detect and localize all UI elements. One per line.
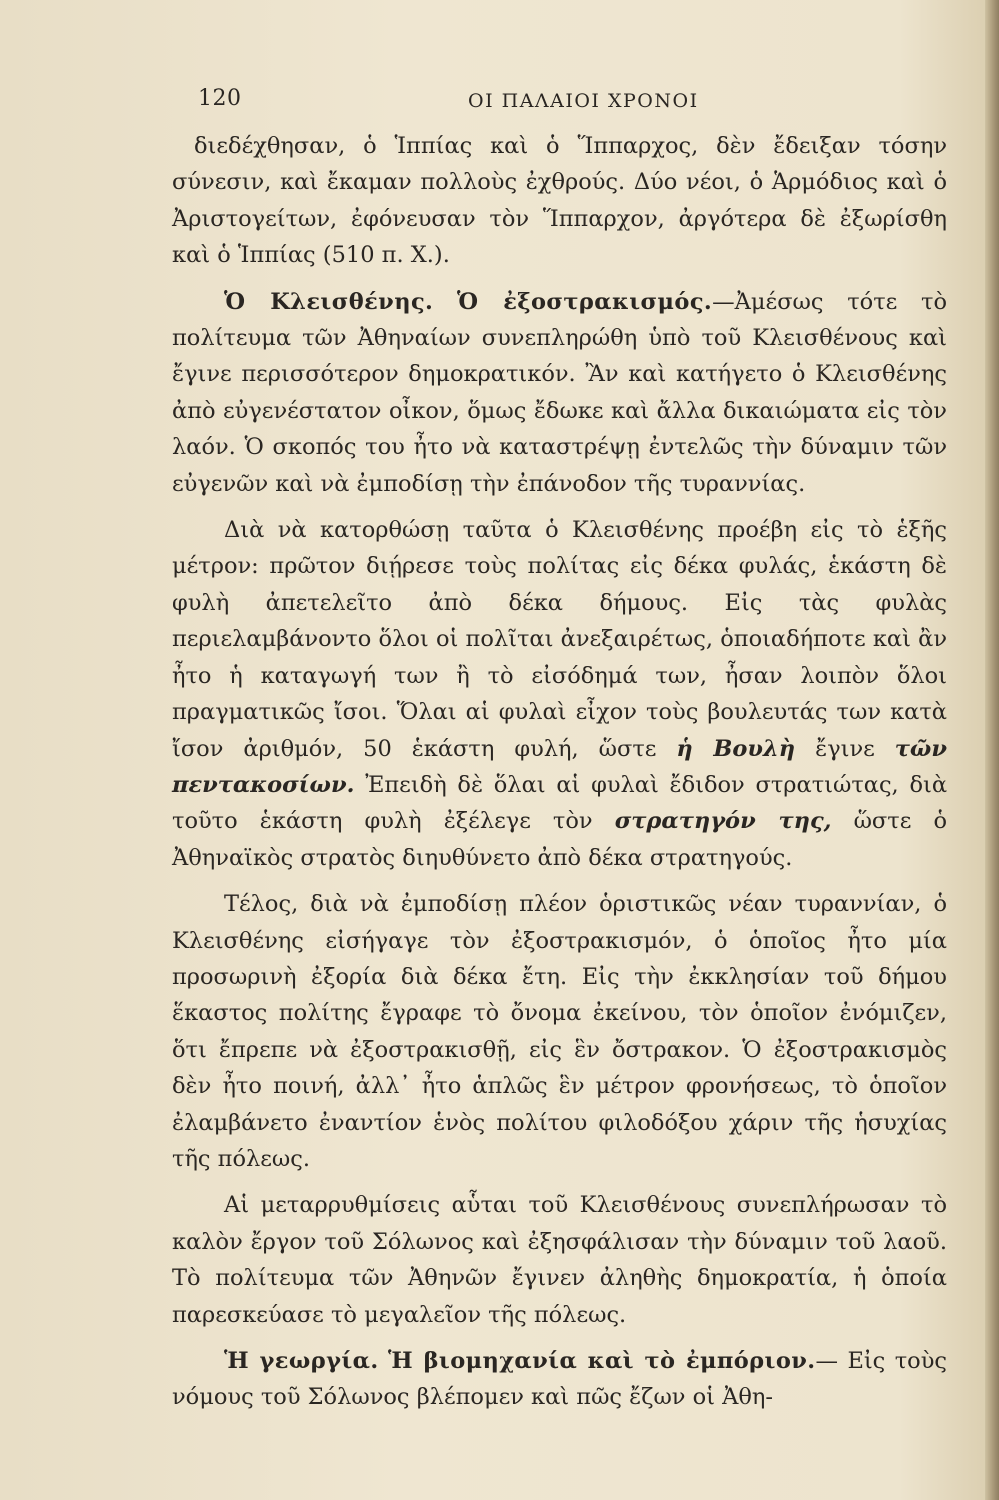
page-edge: [985, 0, 999, 1500]
paragraph-tribes: [172, 512, 947, 876]
paragraph-reforms: Αἱ μεταρρυθμίσεις αὗται τοῦ Κλεισθένους συνεπλήρωσαν τὸ καλὸν ἔργον τοῦ Σόλωνος καὶ ἐξησφάλισαν τὴν δύναμιν τοῦ λαοῦ. Τὸ πολίτευμα τῶν Ἀθηνῶν ἔγινεν ἀληθὴς δημοκρατία, ἡ ὁποία παρεσκεύασε τὸ μεγαλεῖον τῆς πόλεως.: [172, 1192, 947, 1328]
paragraph-1: διεδέχθησαν, ὁ Ἱππίας καὶ ὁ Ἵππαρχος, δὲν ἔδειξαν τόσην σύνεσιν, καὶ ἔκαμαν πολλοὺς ἐχθρούς. Δύο νέοι, ὁ Ἁρμόδιος καὶ ὁ Ἀριστογείτων, ἐφόνευσαν τὸν Ἵππαρχον, ἀργότερα δὲ ἐξωρίσθη καὶ ὁ Ἱππίας (510 π. Χ.).: [172, 133, 947, 269]
heading-dash: —: [815, 1348, 838, 1374]
paragraph-text: Ἐπειδὴ δὲ ὅλαι αἱ φυλαὶ ἔδιδον στρατιώτας, διὰ τοῦτο ἑκάστη φυλὴ ἐξέλεγε τὸν: [172, 771, 948, 835]
section-heading-industry: Ἡ βιομηχανία καὶ τὸ ἐμπόριον.: [388, 1348, 816, 1374]
section-heading-ostracism: Ὁ ἐξοστρακισμός.: [456, 288, 713, 315]
page-header: [198, 86, 938, 120]
page-number: 120: [198, 86, 242, 111]
emphasis-five-hundred: τῶν πεντακοσίων.: [172, 735, 947, 798]
running-title: ΟΙ ΠΑΛΑΙΟΙ ΧΡΟΝΟΙ: [468, 90, 699, 112]
paragraph-agriculture: [172, 1343, 947, 1416]
paragraph-text: Ἀμέσως τότε τὸ πολίτευμα τῶν Ἀθηναίων συνεπληρώθη ὑπὸ τοῦ Κλεισθένους καὶ ἔγινε περισσότερον δημοκρατικόν. Ἂν καὶ κατήγετο ὁ Κλεισθένης ἀπὸ εὐγενέστατον οἶκον, ὅμως ἔδωκε καὶ ἄλλα δικαιώματα εἰς τὸν λαόν. Ὁ σκοπός του ἦτο νὰ καταστρέψῃ ἐντελῶς τὴν δύναμιν τῶν εὐγενῶν καὶ νὰ ἐμποδίσῃ τὴν ἐπάνοδον τῆς τυραννίας.: [172, 288, 947, 497]
paragraph-cleisthenes: [172, 284, 947, 502]
body-text: [172, 128, 947, 1416]
paragraph-text: ὥστε ὁ Ἀθηναϊκὸς στρατὸς διηυθύνετο ἀπὸ δέκα στρατηγούς.: [172, 808, 948, 871]
paragraph-text: ἔγινε: [815, 735, 875, 762]
paragraph-ostracism: Τέλος, διὰ νὰ ἐμποδίσῃ πλέον ὁριστικῶς νέαν τυραννίαν, ὁ Κλεισθένης εἰσήγαγε τὸν ἐξοστρακισμόν, ὁ ὁποῖος ἦτο μία προσωρινὴ ἐξορία διὰ δέκα ἔτη. Εἰς τὴν ἐκκλησίαν τοῦ δήμου ἕκαστος πολίτης ἔγραφε τὸ ὄνομα ἐκείνου, τὸν ὁποῖον ἐνόμιζεν, ὅτι ἔπρεπε νὰ ἐξοστρακισθῇ, εἰς ἓν ὄστρακον. Ὁ ἐξοστρακισμὸς δὲν ἦτο ποινή, ἀλλ᾽ ἦτο ἁπλῶς ἓν μέτρον φρονήσεως, τὸ ὁποῖον ἐλαμβάνετο ἐναντίον ἑνὸς πολίτου φιλοδόξου χάριν τῆς ἡσυχίας τῆς πόλεως.: [172, 891, 947, 1172]
emphasis-boule: ἡ Βουλὴ: [676, 735, 796, 762]
section-heading-agriculture: Ἡ γεωργία.: [224, 1348, 379, 1374]
emphasis-general: στρατηγόν της,: [614, 808, 832, 835]
section-heading-cleisthenes: Ὁ Κλεισθένης.: [224, 288, 434, 315]
heading-dash: —: [712, 288, 735, 315]
paragraph-text: Διὰ νὰ κατορθώσῃ ταῦτα ὁ Κλεισθένης προέβη εἰς τὸ ἑξῆς μέτρον: πρῶτον διῄρεσε τοὺς πολίτας εἰς δέκα φυλάς, ἑκάστη δὲ φυλὴ ἀπετελεῖτο ἀπὸ δέκα δήμους. Εἰς τὰς φυλὰς περιελαμβάνοντο ὅλοι οἱ πολῖται ἀνεξαιρέτως, ὁποιαδήποτε καὶ ἂν ἦτο ἡ καταγωγή των ἢ τὸ εἰσόδημά των, ἦσαν λοιπὸν ὅλοι πραγματικῶς ἴσοι. Ὅλαι αἱ φυλαὶ εἶχον τοὺς βουλευτάς των κατὰ ἴσον ἀριθμόν, 50 ἑκάστη φυλή, ὥστε: [172, 517, 947, 762]
paragraph-text: Εἰς τοὺς νόμους τοῦ Σόλωνος βλέπομεν καὶ πῶς ἔζων οἱ Ἀθη-: [172, 1348, 948, 1411]
